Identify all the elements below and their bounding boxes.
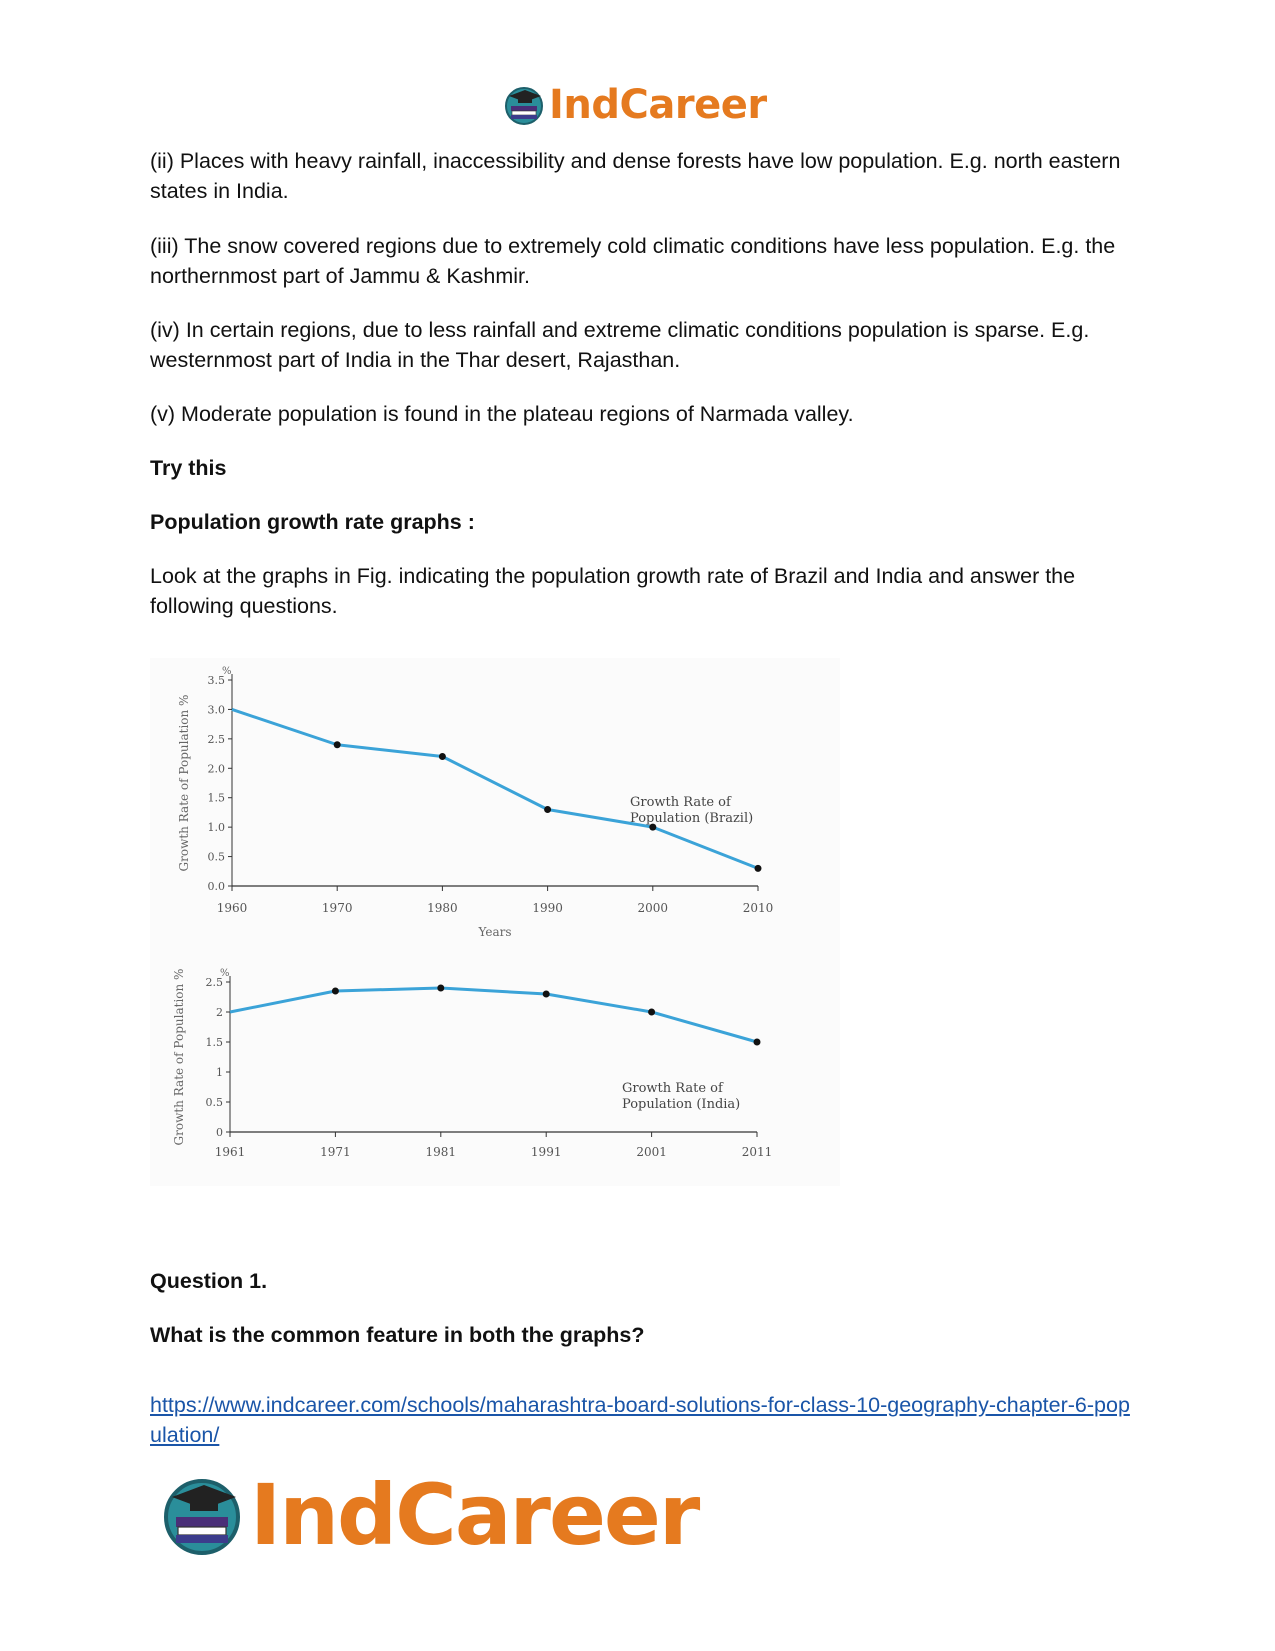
graduation-globe-books-icon bbox=[160, 1473, 244, 1557]
intro-paragraph: Look at the graphs in Fig. indicating the population growth rate of Brazil and India and answer the following questions. bbox=[150, 564, 1076, 618]
try-this-heading: Try this bbox=[150, 456, 227, 480]
paragraph-snow-covered: (iii) The snow covered regions due to extremely cold climatic conditions have less population. E.g. the northernmost part of Jammu & Kashmir. bbox=[150, 234, 1116, 288]
x-tick-label: 1981 bbox=[425, 1145, 457, 1159]
y-tick-label: 2.5 bbox=[207, 732, 225, 746]
x-tick-label: 1990 bbox=[532, 901, 563, 915]
y-tick-label: 0 bbox=[216, 1126, 223, 1139]
section-heading: Population growth rate graphs : bbox=[150, 510, 475, 534]
data-point bbox=[437, 985, 444, 992]
data-point bbox=[754, 1039, 761, 1046]
question-number: Question 1. bbox=[150, 1269, 268, 1293]
y-axis-label: Growth Rate of Population % bbox=[172, 968, 186, 1146]
x-tick-label: 1991 bbox=[530, 1145, 562, 1159]
question-text: What is the common feature in both the graphs? bbox=[150, 1323, 645, 1347]
x-tick-label: 2000 bbox=[637, 901, 669, 915]
x-tick-label: 1970 bbox=[321, 901, 353, 915]
brand-wordmark: IndCareer bbox=[549, 82, 767, 128]
population-growth-charts bbox=[150, 658, 840, 1186]
paragraph-moderate-population: (v) Moderate population is found in the plateau regions of Narmada valley. bbox=[150, 402, 854, 426]
y-tick-label: 1.5 bbox=[205, 1036, 223, 1049]
y-tick-label: 1.5 bbox=[207, 791, 225, 805]
data-point bbox=[544, 806, 551, 813]
y-tick-label: 2 bbox=[216, 1006, 223, 1019]
series-annotation: Population (Brazil) bbox=[630, 811, 754, 826]
x-tick-label: 1960 bbox=[216, 901, 248, 915]
y-unit-label: % bbox=[222, 666, 232, 677]
source-link[interactable]: https://www.indcareer.com/schools/maharashtra-board-solutions-for-class-10-geography-chapter-6-population/ bbox=[150, 1393, 1130, 1447]
population-growth-figure bbox=[150, 658, 840, 1186]
y-tick-label: 2.0 bbox=[207, 762, 225, 776]
data-point bbox=[543, 991, 550, 998]
x-tick-label: 2001 bbox=[636, 1145, 667, 1159]
y-tick-label: 0.5 bbox=[207, 850, 225, 864]
data-point bbox=[648, 1009, 655, 1016]
y-tick-label: 3.5 bbox=[207, 674, 225, 687]
paragraph-less-rainfall: (iv) In certain regions, due to less rainfall and extreme climatic conditions population is sparse. E.g. westernmost part of India in the Thar desert, Rajasthan. bbox=[150, 318, 1090, 372]
x-tick-label: 2011 bbox=[741, 1145, 773, 1159]
data-point bbox=[439, 753, 446, 760]
y-unit-label: % bbox=[220, 968, 230, 979]
indcareer-logo-bottom bbox=[160, 1466, 720, 1564]
x-tick-label: 1980 bbox=[427, 901, 458, 915]
y-axis-label: Growth Rate of Population % bbox=[177, 694, 191, 872]
series-line bbox=[232, 709, 758, 868]
paragraph-heavy-rainfall: (ii) Places with heavy rainfall, inaccessibility and dense forests have low population. E.g. north eastern states in India. bbox=[150, 149, 1121, 203]
brand-wordmark: IndCareer bbox=[250, 1466, 699, 1564]
series-annotation: Growth Rate of bbox=[622, 1081, 723, 1096]
x-tick-label: 1961 bbox=[214, 1145, 246, 1159]
series-annotation: Population (India) bbox=[622, 1097, 741, 1112]
x-axis-label: Years bbox=[478, 925, 512, 939]
y-tick-label: 2.5 bbox=[205, 976, 223, 989]
indcareer-logo-top bbox=[503, 82, 773, 128]
series-annotation: Growth Rate of bbox=[630, 795, 731, 810]
y-tick-label: 1 bbox=[216, 1066, 223, 1079]
data-point bbox=[755, 865, 762, 872]
y-tick-label: 0.5 bbox=[205, 1096, 223, 1109]
y-tick-label: 0.0 bbox=[207, 880, 225, 893]
graduation-globe-books-icon bbox=[503, 84, 545, 126]
y-tick-label: 3.0 bbox=[207, 703, 225, 717]
x-tick-label: 2010 bbox=[742, 901, 774, 915]
data-point bbox=[334, 741, 341, 748]
x-tick-label: 1971 bbox=[320, 1145, 351, 1159]
data-point bbox=[332, 988, 339, 995]
series-line bbox=[230, 988, 757, 1042]
y-tick-label: 1.0 bbox=[207, 821, 225, 835]
